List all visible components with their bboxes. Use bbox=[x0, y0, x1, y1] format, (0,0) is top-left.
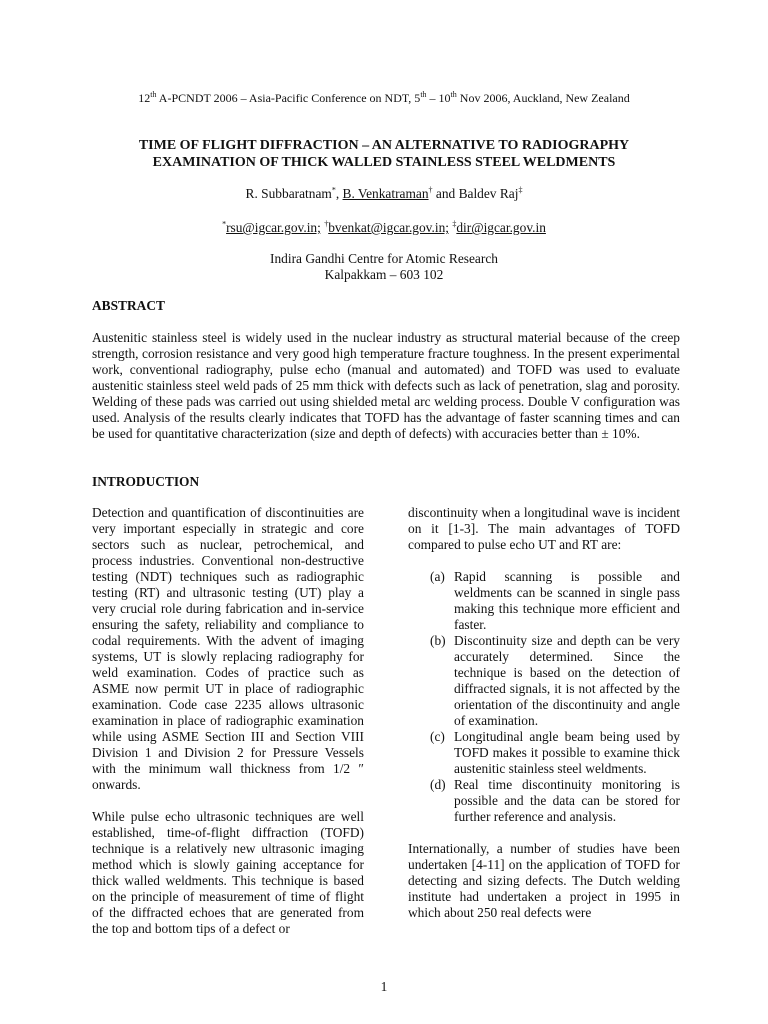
abstract-text: Austenitic stainless steel is widely used in the nuclear industry as structural material because of the creep strength, corrosion resistance and very good high temperature fracture toughness. In the present experimental work, conventional radiography, pulse echo (manual and automated) and TOFD was used to evaluate austenitic stainless steel weld pads of 25 mm thick with defects such as lack of penetration, slag and porosity. Welding of these pads was carried out using shielded metal arc welding process. Double V configuration was used. Analysis of the results clearly indicates that TOFD has the advantage of faster scanning times and can be used for quantitative characterization (size and depth of defects) with accuracies better than ± 10%. bbox=[92, 330, 680, 441]
list-marker: (b) bbox=[430, 633, 446, 648]
list-marker: (c) bbox=[430, 729, 445, 744]
author-list: R. Subbaratnam*, B. Venkatraman† and Baldev Raj‡ bbox=[245, 185, 523, 201]
list-item bbox=[408, 569, 680, 633]
list-marker: (a) bbox=[430, 569, 445, 584]
list-item-text: Longitudinal angle beam being used by TOFD makes it possible to examine thick austenitic stainless steel weldments. bbox=[454, 729, 680, 776]
conference-header: 12th A-PCNDT 2006 – Asia-Pacific Conference on NDT, 5th – 10th Nov 2006, Auckland, New Zealand bbox=[138, 90, 630, 105]
paragraph: Detection and quantification of discontinuities are very important especially in strategic and core sectors such as nuclear, petrochemical, and process industries. Conventional non-destructive testing (NDT) techniques such as radiographic testing (RT) and ultrasonic testing (UT) play a very crucial role during fabrication and in-service ensuring the safety, reliability and compliance to codal requirements. With the advent of imaging systems, UT is slowly replacing radiography for weld examination. Codes of practice such as ASME now permit UT in place of radiographic examination. Code case 2235 allows ultrasonic examination in place of radiographic examination while using ASME Section III and Section VIII Division 1 and Division 2 for Pressure Vessels with the minimum wall thickness from 1/2 ″ onwards. bbox=[92, 505, 364, 792]
paper-title bbox=[60, 137, 708, 171]
abstract-heading: ABSTRACT bbox=[92, 298, 165, 313]
list-item-text: Rapid scanning is possible and weldments can be scanned in single pass making this technique more efficient and faster. bbox=[454, 569, 680, 632]
right-column bbox=[408, 505, 680, 921]
title-line-2: EXAMINATION OF THICK WALLED STAINLESS STEEL WELDMENTS bbox=[152, 155, 616, 170]
left-column bbox=[92, 505, 364, 937]
author-emails: *rsu@igcar.gov.in; †bvenkat@igcar.gov.in; ‡dir@igcar.gov.in bbox=[222, 219, 546, 235]
list-item-text: Real time discontinuity monitoring is possible and the data can be stored for further reference and analysis. bbox=[454, 777, 680, 824]
affiliation: Indira Gandhi Centre for Atomic Research Kalpakkam – 603 102 bbox=[270, 251, 498, 282]
author-link[interactable]: B. Venkatraman bbox=[342, 186, 429, 201]
advantages-list bbox=[408, 569, 680, 825]
email-link-1[interactable]: rsu@igcar.gov.in; bbox=[226, 220, 321, 235]
email-link-3[interactable]: dir@igcar.gov.in bbox=[456, 220, 546, 235]
paragraph: discontinuity when a longitudinal wave is incident on it [1-3]. The main advantages of TOFD compared to pulse echo UT and RT are: bbox=[408, 505, 680, 552]
paragraph: Internationally, a number of studies have been undertaken [4-11] on the application of TOFD for detecting and sizing defects. The Dutch welding institute had undertaken a project in 1995 in which about 250 real defects were bbox=[408, 841, 680, 920]
paragraph: While pulse echo ultrasonic techniques are well established, time-of-flight diffraction (TOFD) technique is a relatively new ultrasonic imaging method which is slowly gaining acceptance for thick walled weldments. This technique is based on the principle of measurement of time of flight of the diffracted echoes that are generated from the top and bottom tips of a defect or bbox=[92, 809, 364, 936]
list-marker: (d) bbox=[430, 777, 446, 792]
list-item bbox=[408, 633, 680, 729]
list-item bbox=[408, 729, 680, 777]
list-item bbox=[408, 777, 680, 825]
introduction-heading: INTRODUCTION bbox=[92, 474, 200, 489]
page-number: 1 bbox=[380, 979, 388, 994]
email-link-2[interactable]: bvenkat@igcar.gov.in; bbox=[328, 220, 449, 235]
list-item-text: Discontinuity size and depth can be very accurately determined. Since the technique is based on the detection of diffracted signals, it is not affected by the orientation of the discontinuity and angle of examination. bbox=[454, 633, 680, 728]
title-line-1: TIME OF FLIGHT DIFFRACTION – AN ALTERNATIVE TO RADIOGRAPHY bbox=[138, 138, 630, 153]
